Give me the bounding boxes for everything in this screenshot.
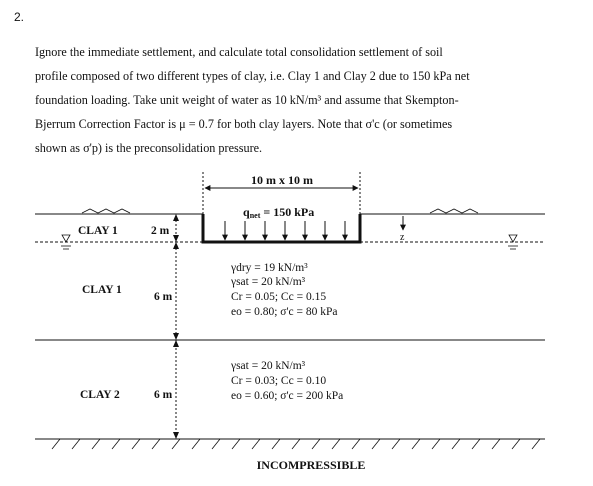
clay1-property-gamma-dry: γdry = 19 kN/m³: [231, 262, 308, 274]
statement-line-3: foundation loading. Take unit weight of water as 10 kN/m³ and assume that Skempton-: [35, 93, 459, 107]
statement-line-4: Bjerrum Correction Factor is μ = 0.7 for both clay layers. Note that σ'c (or sometimes: [35, 117, 453, 131]
load-arrows: [225, 221, 345, 240]
clay2-property-indices: Cr = 0.03; Cc = 0.10: [231, 375, 327, 387]
incompressible-hatching: [52, 439, 540, 449]
layer-thickness-clay1-top: 2 m: [151, 225, 170, 237]
statement-line-1: Ignore the immediate settlement, and calculate total consolidation settlement of soil: [35, 45, 443, 59]
load-value: = 150 kPa: [263, 205, 315, 219]
clay1-property-void-ratio: eo = 0.80; σ'c = 80 kPa: [231, 306, 338, 318]
svg-text:qnet= 150 kPa: [243, 205, 314, 220]
clay1-property-gamma-sat: γsat = 20 kN/m³: [231, 276, 306, 288]
ground-hatch-right: [430, 209, 478, 213]
ground-hatch-left: [82, 209, 130, 213]
clay2-property-gamma-sat: γsat = 20 kN/m³: [231, 360, 306, 372]
layer-thickness-clay2: 6 m: [154, 389, 173, 401]
layer-thickness-clay1: 6 m: [154, 291, 173, 303]
load-subscript: net: [249, 211, 261, 220]
clay1-property-indices: Cr = 0.05; Cc = 0.15: [231, 291, 327, 303]
layer-name-clay1-top: CLAY 1: [78, 225, 118, 237]
clay2-property-void-ratio: eo = 0.60; σ'c = 200 kPa: [231, 390, 344, 402]
incompressible-label: INCOMPRESSIBLE: [256, 458, 366, 472]
problem-number: 2.: [14, 10, 25, 24]
z-axis-label: z: [400, 232, 405, 243]
foundation-size-label: 10 m x 10 m: [251, 173, 313, 187]
layer-name-clay2: CLAY 2: [80, 389, 120, 401]
load-symbol: q: [243, 205, 250, 219]
statement-line-5: shown as σ'p) is the preconsolidation pressure.: [35, 141, 263, 155]
statement-line-2: profile composed of two different types of clay, i.e. Clay 1 and Clay 2 due to 150 kPa net: [35, 69, 470, 83]
layer-name-clay1: CLAY 1: [82, 284, 122, 296]
